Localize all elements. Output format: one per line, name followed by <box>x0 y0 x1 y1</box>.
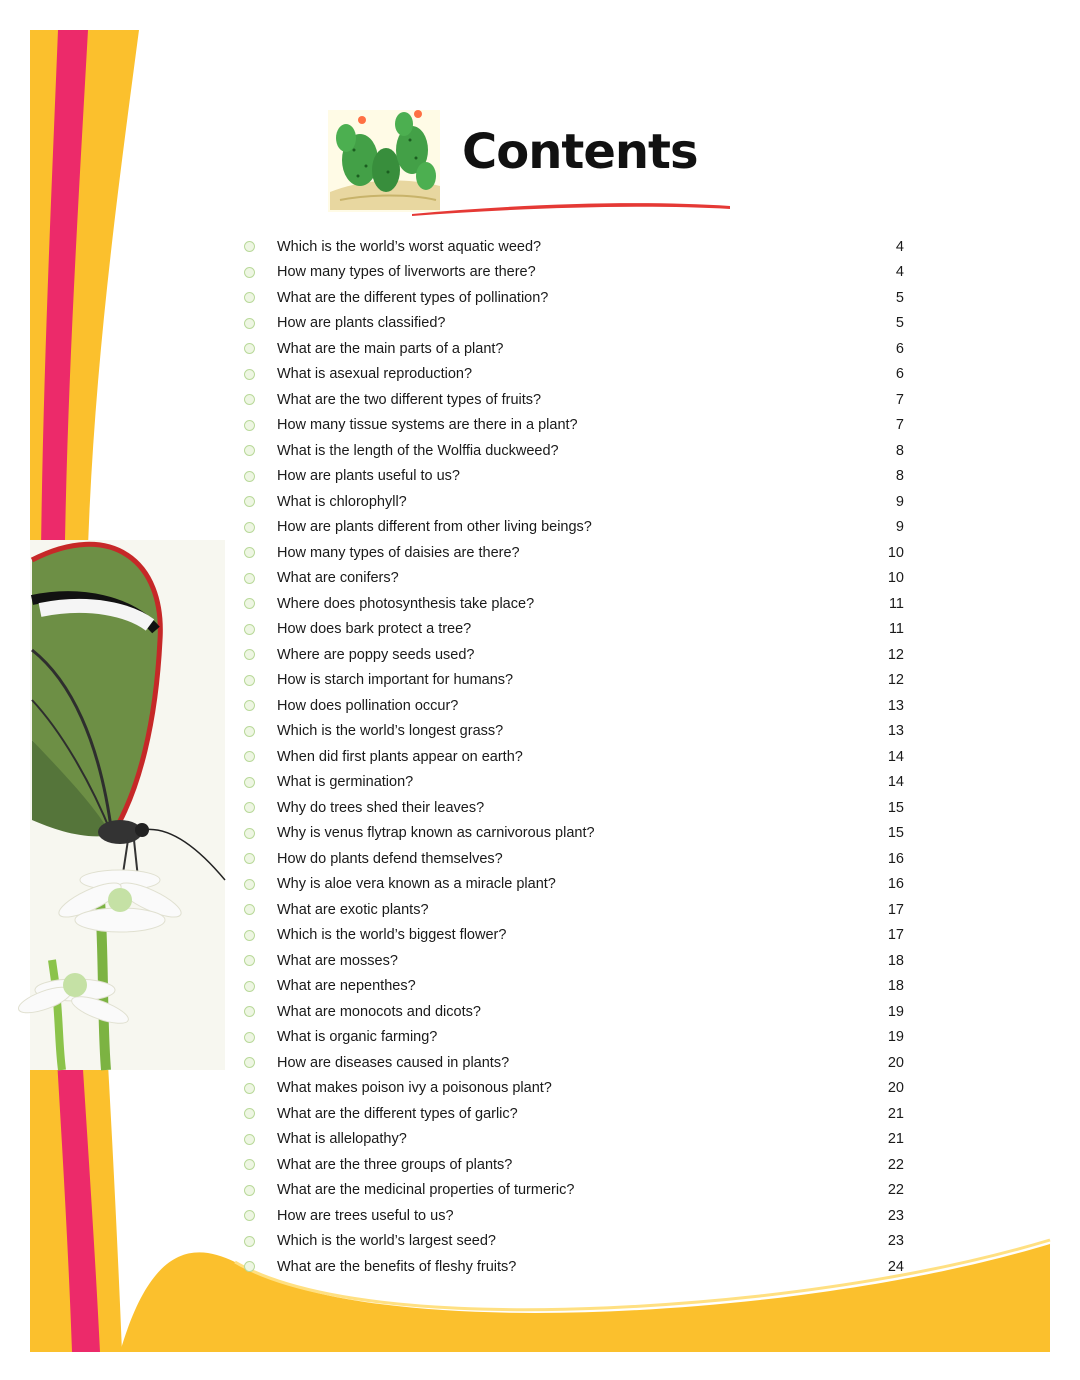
toc-question: Which is the world’s largest seed? <box>277 1233 496 1250</box>
toc-question: Why is venus flytrap known as carnivorous plant? <box>277 825 595 842</box>
toc-question: What are the different types of garlic? <box>277 1105 518 1122</box>
circle-bullet-icon <box>244 369 255 380</box>
toc-question: Why is aloe vera known as a miracle plant? <box>277 876 556 893</box>
toc-entry[interactable] <box>244 1254 904 1280</box>
toc-entry[interactable] <box>244 234 904 260</box>
toc-page-number: 14 <box>887 748 904 765</box>
circle-bullet-icon <box>244 522 255 533</box>
toc-question: What is germination? <box>277 774 414 791</box>
toc-entry[interactable] <box>244 336 904 362</box>
toc-page-number: 21 <box>887 1105 904 1122</box>
circle-bullet-icon <box>244 496 255 507</box>
toc-entry[interactable] <box>244 1050 904 1076</box>
toc-page-number: 10 <box>887 544 904 561</box>
toc-page-number: 17 <box>887 901 904 918</box>
circle-bullet-icon <box>244 1057 255 1068</box>
toc-entry[interactable] <box>244 1152 904 1178</box>
circle-bullet-icon <box>244 1261 255 1272</box>
toc-entry[interactable] <box>244 413 904 439</box>
toc-entry[interactable] <box>244 744 904 770</box>
toc-entry[interactable] <box>244 260 904 286</box>
toc-page-number: 7 <box>895 417 904 434</box>
circle-bullet-icon <box>244 700 255 711</box>
circle-bullet-icon <box>244 471 255 482</box>
circle-bullet-icon <box>244 649 255 660</box>
toc-page-number: 18 <box>887 952 904 969</box>
toc-page-number: 20 <box>887 1054 904 1071</box>
toc-entry[interactable] <box>244 923 904 949</box>
toc-question: What is chlorophyll? <box>277 493 407 510</box>
toc-entry[interactable] <box>244 693 904 719</box>
circle-bullet-icon <box>244 904 255 915</box>
circle-bullet-icon <box>244 445 255 456</box>
toc-page-number: 6 <box>895 366 904 383</box>
toc-question: How are diseases caused in plants? <box>277 1054 510 1071</box>
toc-entry[interactable] <box>244 540 904 566</box>
toc-entry[interactable] <box>244 464 904 490</box>
circle-bullet-icon <box>244 420 255 431</box>
toc-entry[interactable] <box>244 285 904 311</box>
toc-page-number: 12 <box>887 672 904 689</box>
toc-entry[interactable] <box>244 1127 904 1153</box>
toc-page-number: 5 <box>895 289 904 306</box>
toc-question: What are the benefits of fleshy fruits? <box>277 1258 517 1275</box>
circle-bullet-icon <box>244 675 255 686</box>
toc-page-number: 9 <box>895 493 904 510</box>
toc-page-number: 19 <box>887 1029 904 1046</box>
toc-question: What are mosses? <box>277 952 398 969</box>
toc-question: Why do trees shed their leaves? <box>277 799 485 816</box>
toc-question: How are trees useful to us? <box>277 1207 454 1224</box>
toc-entry[interactable] <box>244 1178 904 1204</box>
toc-question: What are the main parts of a plant? <box>277 340 504 357</box>
toc-page-number: 10 <box>887 570 904 587</box>
toc-entry[interactable] <box>244 515 904 541</box>
toc-entry[interactable] <box>244 438 904 464</box>
circle-bullet-icon <box>244 547 255 558</box>
circle-bullet-icon <box>244 1108 255 1119</box>
circle-bullet-icon <box>244 267 255 278</box>
circle-bullet-icon <box>244 598 255 609</box>
circle-bullet-icon <box>244 1159 255 1170</box>
toc-entry[interactable] <box>244 1203 904 1229</box>
toc-entry[interactable] <box>244 311 904 337</box>
toc-page-number: 5 <box>895 315 904 332</box>
page-title: Contents <box>462 124 698 180</box>
toc-entry[interactable] <box>244 591 904 617</box>
toc-entry[interactable] <box>244 974 904 1000</box>
toc-question: Which is the world’s worst aquatic weed? <box>277 238 542 255</box>
toc-question: How do plants defend themselves? <box>277 850 503 867</box>
toc-page-number: 11 <box>888 595 904 612</box>
toc-entry[interactable] <box>244 617 904 643</box>
toc-question: How does bark protect a tree? <box>277 621 472 638</box>
cactus-icon <box>328 110 440 212</box>
circle-bullet-icon <box>244 624 255 635</box>
toc-page-number: 17 <box>887 927 904 944</box>
toc-page-number: 16 <box>887 876 904 893</box>
toc-question: What are monocots and dicots? <box>277 1003 481 1020</box>
toc-question: What are the two different types of fruits? <box>277 391 542 408</box>
toc-question: What makes poison ivy a poisonous plant? <box>277 1080 552 1097</box>
circle-bullet-icon <box>244 1083 255 1094</box>
toc-entry[interactable] <box>244 999 904 1025</box>
toc-page-number: 11 <box>888 621 904 638</box>
circle-bullet-icon <box>244 394 255 405</box>
toc-question: What are the different types of pollination? <box>277 289 549 306</box>
toc-entry[interactable] <box>244 642 904 668</box>
toc-page-number: 23 <box>887 1233 904 1250</box>
toc-question: What is allelopathy? <box>277 1131 407 1148</box>
circle-bullet-icon <box>244 1236 255 1247</box>
toc-page-number: 8 <box>895 468 904 485</box>
toc-page-number: 22 <box>887 1182 904 1199</box>
toc-page-number: 23 <box>887 1207 904 1224</box>
toc-page-number: 4 <box>895 264 904 281</box>
toc-question: What are nepenthes? <box>277 978 416 995</box>
butterfly-on-flower-icon <box>16 540 225 1070</box>
toc-question: Which is the world’s longest grass? <box>277 723 504 740</box>
circle-bullet-icon <box>244 1006 255 1017</box>
circle-bullet-icon <box>244 1185 255 1196</box>
circle-bullet-icon <box>244 726 255 737</box>
circle-bullet-icon <box>244 879 255 890</box>
toc-page-number: 12 <box>887 646 904 663</box>
circle-bullet-icon <box>244 981 255 992</box>
title-underline <box>412 203 730 216</box>
toc-question: What are the three groups of plants? <box>277 1156 513 1173</box>
toc-page-number: 18 <box>887 978 904 995</box>
circle-bullet-icon <box>244 930 255 941</box>
toc-entry[interactable] <box>244 362 904 388</box>
circle-bullet-icon <box>244 828 255 839</box>
toc-page-number: 16 <box>887 850 904 867</box>
circle-bullet-icon <box>244 573 255 584</box>
toc-entry[interactable] <box>244 897 904 923</box>
toc-question: Where does photosynthesis take place? <box>277 595 535 612</box>
circle-bullet-icon <box>244 343 255 354</box>
toc-question: What is asexual reproduction? <box>277 366 473 383</box>
toc-entry[interactable] <box>244 872 904 898</box>
toc-entry[interactable] <box>244 1229 904 1255</box>
circle-bullet-icon <box>244 318 255 329</box>
circle-bullet-icon <box>244 853 255 864</box>
toc-entry[interactable] <box>244 770 904 796</box>
toc-page-number: 13 <box>887 697 904 714</box>
toc-page-number: 13 <box>887 723 904 740</box>
circle-bullet-icon <box>244 1134 255 1145</box>
toc-question: How many types of liverworts are there? <box>277 264 536 281</box>
toc-page-number: 15 <box>887 825 904 842</box>
toc-page-number: 4 <box>895 238 904 255</box>
toc-question: How are plants different from other living beings? <box>277 519 592 536</box>
toc-page-number: 20 <box>887 1080 904 1097</box>
toc-page-number: 8 <box>895 442 904 459</box>
toc-question: Which is the world’s biggest flower? <box>277 927 507 944</box>
toc-question: How does pollination occur? <box>277 697 459 714</box>
toc-question: What are exotic plants? <box>277 901 429 918</box>
toc-entry[interactable] <box>244 795 904 821</box>
toc-question: When did first plants appear on earth? <box>277 748 523 765</box>
circle-bullet-icon <box>244 1032 255 1043</box>
toc-question: How many tissue systems are there in a plant? <box>277 417 578 434</box>
toc-question: How is starch important for humans? <box>277 672 514 689</box>
toc-page-number: 22 <box>887 1156 904 1173</box>
toc-entry[interactable] <box>244 719 904 745</box>
toc-question: What are conifers? <box>277 570 399 587</box>
toc-page-number: 9 <box>895 519 904 536</box>
toc-page-number: 15 <box>887 799 904 816</box>
toc-entry[interactable] <box>244 821 904 847</box>
toc-entry[interactable] <box>244 1025 904 1051</box>
circle-bullet-icon <box>244 241 255 252</box>
toc-question: How are plants classified? <box>277 315 446 332</box>
toc-question: How are plants useful to us? <box>277 468 460 485</box>
toc-question: What are the medicinal properties of turmeric? <box>277 1182 575 1199</box>
toc-question: Where are poppy seeds used? <box>277 646 475 663</box>
circle-bullet-icon <box>244 1210 255 1221</box>
toc-entry[interactable] <box>244 1076 904 1102</box>
toc-page-number: 21 <box>887 1131 904 1148</box>
toc-entry[interactable] <box>244 489 904 515</box>
circle-bullet-icon <box>244 292 255 303</box>
toc-question: What is organic farming? <box>277 1029 438 1046</box>
table-of-contents <box>244 234 904 1280</box>
toc-page-number: 6 <box>895 340 904 357</box>
circle-bullet-icon <box>244 751 255 762</box>
circle-bullet-icon <box>244 802 255 813</box>
toc-page-number: 14 <box>887 774 904 791</box>
toc-page-number: 7 <box>895 391 904 408</box>
circle-bullet-icon <box>244 955 255 966</box>
toc-entry[interactable] <box>244 668 904 694</box>
toc-entry[interactable] <box>244 1101 904 1127</box>
toc-entry[interactable] <box>244 566 904 592</box>
toc-question: What is the length of the Wolffia duckweed? <box>277 442 559 459</box>
toc-entry[interactable] <box>244 846 904 872</box>
toc-entry[interactable] <box>244 387 904 413</box>
toc-page-number: 19 <box>887 1003 904 1020</box>
toc-entry[interactable] <box>244 948 904 974</box>
toc-page-number: 24 <box>887 1258 904 1275</box>
toc-question: How many types of daisies are there? <box>277 544 520 561</box>
circle-bullet-icon <box>244 777 255 788</box>
